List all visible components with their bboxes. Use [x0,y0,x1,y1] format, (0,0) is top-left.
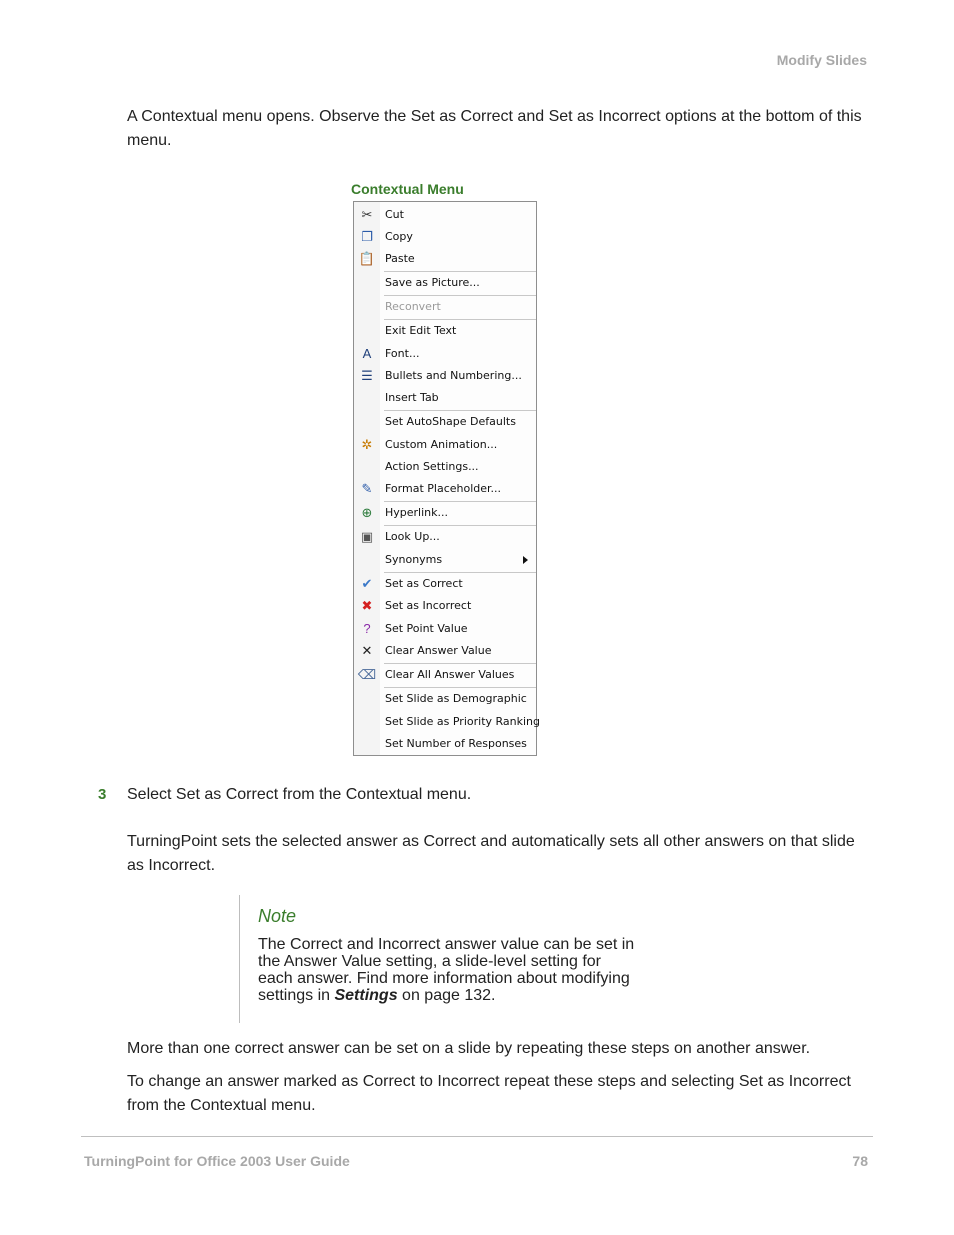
menu-item-label: Hyperlink... [385,506,448,519]
menu-separator [384,687,536,688]
menu-item-insert-tab[interactable] [354,388,536,408]
menu-item-label: Cut [385,208,404,221]
research-icon: ▣ [360,529,374,544]
note-text: The Correct and Incorrect answer value can be set in the Answer Value setting, a slide-level setting for each answer. Find more information about modifying settings in [258,936,635,1004]
menu-separator [384,501,536,502]
menu-item-label: Bullets and Numbering... [385,369,522,382]
paste-icon: 📋 [358,251,376,266]
menu-item-label: Font... [385,347,420,360]
menu-item-label: Set Slide as Priority Ranking [385,715,541,728]
menu-separator [384,410,536,411]
running-header: Modify Slides [776,52,867,68]
menu-item-reconvert [354,297,536,317]
menu-item-label: Clear All Answer Values [385,668,515,681]
question-icon: ? [363,621,371,636]
menu-item-label: Set Slide as Demographic [385,692,527,705]
menu-separator [384,663,536,664]
footer-title: TurningPoint for Office 2003 User Guide [84,1153,350,1169]
note-body [258,936,638,1004]
menu-item-label: Set Point Value [385,622,468,635]
menu-item-bullets-and-numbering[interactable] [354,366,536,386]
menu-item-label: Save as Picture... [385,276,480,289]
checkmark-icon: ✔ [361,576,373,591]
menu-item-exit-edit-text[interactable] [354,321,536,341]
menu-item-set-as-correct[interactable] [354,574,536,594]
menu-item-hyperlink[interactable] [354,503,536,523]
menu-item-cut[interactable] [354,205,536,225]
menu-item-label: Set as Correct [385,577,463,590]
menu-item-label: Insert Tab [385,391,439,404]
note-bar [239,895,240,1023]
copy-icon: ❐ [361,229,373,244]
menu-item-set-number-of-responses[interactable] [354,734,536,754]
menu-item-custom-animation[interactable] [354,435,536,455]
menu-item-paste[interactable] [354,249,536,269]
menu-item-label: Exit Edit Text [385,324,457,337]
menu-item-look-up[interactable] [354,527,536,547]
menu-item-label: Reconvert [385,300,441,313]
note-text-end: on page 132. [397,987,496,1004]
hyperlink-icon: ⊕ [361,505,373,520]
figure-caption: Contextual Menu [351,181,464,197]
menu-item-set-autoshape-defaults[interactable] [354,412,536,432]
multiple-answers-paragraph: More than one correct answer can be set on a slide by repeating these steps on another answer. [127,1040,811,1057]
menu-item-label: Paste [385,252,415,265]
contextual-menu [353,201,541,756]
menu-item-label: Custom Animation... [385,438,498,451]
submenu-arrow-icon [523,556,528,564]
menu-item-label: Format Placeholder... [385,482,502,495]
menu-separator [384,295,536,296]
red-x-icon: ✖ [361,598,373,613]
intro-paragraph: A Contextual menu opens. Observe the Set as Correct and Set as Incorrect options at the bottom of this menu. [127,108,862,149]
page-number: 78 [852,1153,868,1169]
menu-item-set-point-value[interactable] [354,619,536,639]
footer-rule [81,1136,873,1137]
menu-item-label: Clear Answer Value [385,644,492,657]
menu-item-save-as-picture[interactable] [354,273,536,293]
eraser-icon: ⌫ [357,667,377,682]
menu-item-synonyms[interactable] [354,550,536,570]
animation-icon: ✲ [361,437,373,452]
menu-item-set-as-incorrect[interactable] [354,596,536,616]
menu-item-clear-answer-value[interactable] [354,641,536,661]
menu-item-label: Look Up... [385,530,440,543]
menu-separator [384,525,536,526]
menu-item-label: Copy [385,230,413,243]
menu-item-label: Set AutoShape Defaults [385,415,516,428]
menu-item-label: Action Settings... [385,460,479,473]
step-text: Select Set as Correct from the Contextual menu. [127,786,472,803]
change-answer-paragraph: To change an answer marked as Correct to Incorrect repeat these steps and selecting Set as Incorrect from the Contextual menu. [127,1073,851,1114]
menu-item-label: Set as Incorrect [385,599,472,612]
clear-x-icon: ✕ [361,643,373,658]
menu-item-set-slide-as-priority-ranking[interactable] [354,712,541,732]
menu-item-format-placeholder[interactable] [354,479,536,499]
menu-separator [384,572,536,573]
bullets-icon: ☰ [361,368,373,383]
note-title: Note [258,906,297,926]
step-number: 3 [98,786,107,803]
menu-item-action-settings[interactable] [354,457,536,477]
menu-separator [384,271,536,272]
menu-item-label: Synonyms [385,553,443,566]
menu-separator [384,319,536,320]
format-icon: ✎ [361,481,373,496]
menu-item-clear-all-answer-values[interactable] [354,665,536,685]
settings-link[interactable]: Settings [334,987,398,1004]
menu-item-font[interactable] [354,344,536,364]
menu-item-copy[interactable] [354,227,536,247]
menu-item-label: Set Number of Responses [385,737,527,750]
font-icon: A [362,346,372,361]
scissors-icon: ✂ [361,207,373,222]
menu-item-set-slide-as-demographic[interactable] [354,689,536,709]
result-paragraph: TurningPoint sets the selected answer as Correct and automatically sets all other answers on that slide as Incorrect. [127,833,855,874]
